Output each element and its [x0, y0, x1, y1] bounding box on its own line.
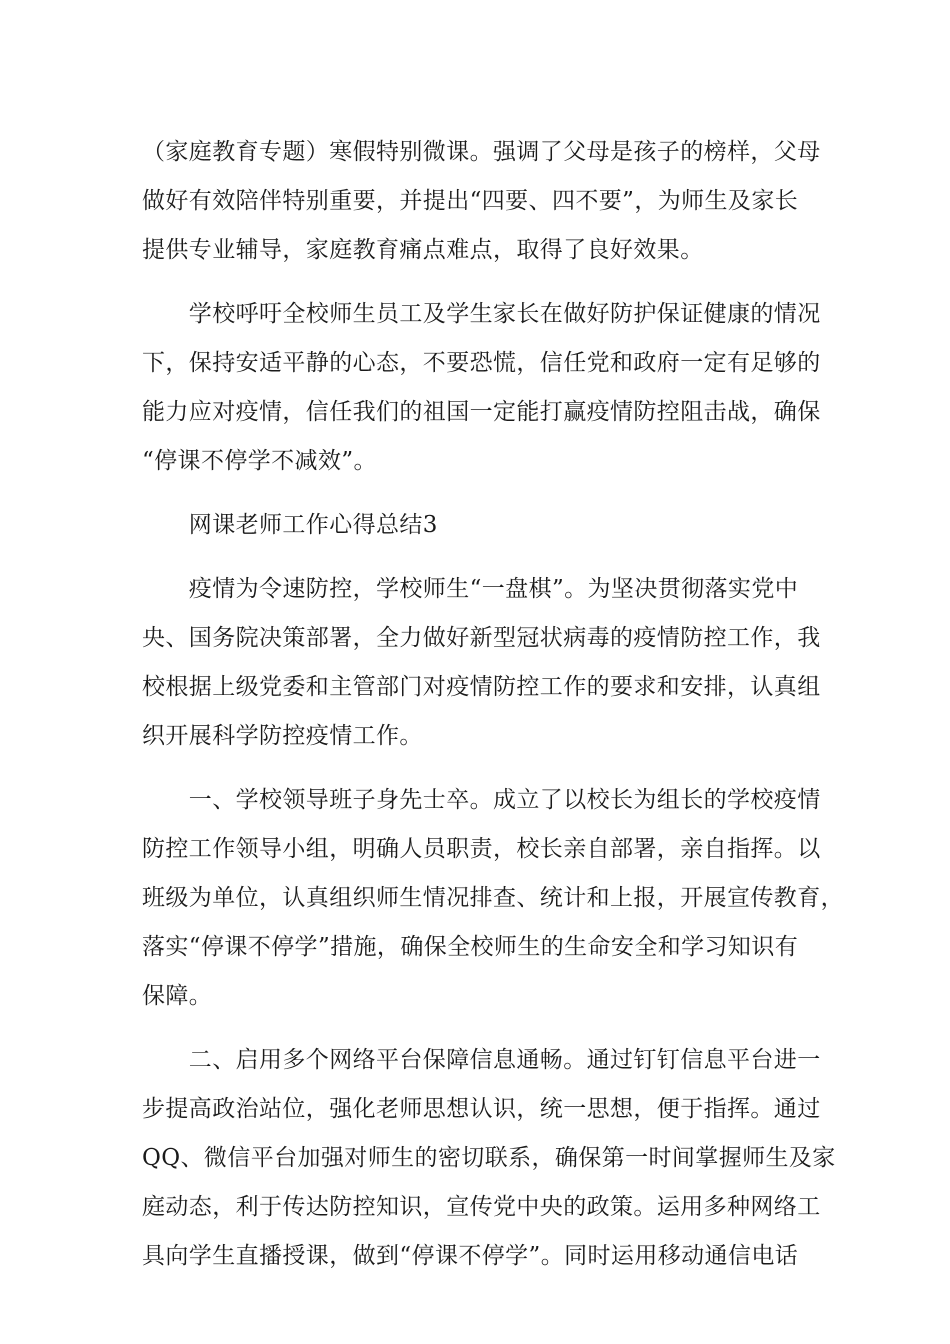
- paragraph-3: [142, 565, 821, 761]
- text-line: 下，保持安适平静的心态，不要恐慌，信任党和政府一定有足够的: [142, 350, 821, 376]
- text-line: 提供专业辅导，家庭教育痛点难点，取得了良好效果。: [142, 237, 704, 263]
- document-body: [142, 128, 844, 1281]
- text-line: 央、国务院决策部署，全力做好新型冠状病毒的疫情防控工作，我: [142, 625, 821, 651]
- paragraph-gap: [142, 761, 807, 776]
- text-line: 一、学校领导班子身先士卒。成立了以校长为组长的学校疫情: [142, 787, 821, 813]
- paragraph-gap: [142, 550, 807, 565]
- text-line: 落实“停课不停学”措施，确保全校师生的生命安全和学习知识有: [142, 934, 799, 960]
- paragraph-5: [142, 1036, 836, 1281]
- section-heading: [142, 501, 807, 550]
- text-line: 学校呼吁全校师生员工及学生家长在做好防护保证健康的情况: [142, 301, 821, 327]
- text-line: “停课不停学不减效”。: [142, 448, 377, 474]
- paragraph-4: [142, 776, 844, 1021]
- text-line: 织开展科学防控疫情工作。: [142, 723, 423, 749]
- text-line: 二、启用多个网络平台保障信息通畅。通过钉钉信息平台进一: [142, 1047, 821, 1073]
- paragraph-gap: [142, 275, 807, 290]
- paragraph-2: [142, 290, 821, 486]
- heading-line: 网课老师工作心得总结3: [142, 512, 438, 538]
- text-line: 能力应对疫情，信任我们的祖国一定能打赢疫情防控阻击战，确保: [142, 399, 821, 425]
- text-line: （家庭教育专题）寒假特别微课。强调了父母是孩子的榜样，父母: [142, 139, 821, 165]
- text-line: 校根据上级党委和主管部门对疫情防控工作的要求和安排，认真组: [142, 674, 821, 700]
- text-line: 疫情为令速防控，学校师生“一盘棋”。为坚决贯彻落实党中: [142, 576, 799, 602]
- paragraph-gap: [142, 486, 807, 501]
- text-line: 保障。: [142, 983, 213, 1009]
- text-line: QQ、微信平台加强对师生的密切联系，确保第一时间掌握师生及家: [142, 1145, 836, 1171]
- text-line: 具向学生直播授课，做到“停课不停学”。同时运用移动通信电话: [142, 1243, 799, 1269]
- text-line: 做好有效陪伴特别重要，并提出“四要、四不要”，为师生及家长: [142, 188, 799, 214]
- text-line: 防控工作领导小组，明确人员职责，校长亲自部署，亲自指挥。以: [142, 836, 821, 862]
- text-line: 庭动态，利于传达防控知识，宣传党中央的政策。运用多种网络工: [142, 1194, 821, 1220]
- text-line: 步提高政治站位，强化老师思想认识，统一思想，便于指挥。通过: [142, 1096, 821, 1122]
- paragraph-gap: [142, 1021, 807, 1036]
- text-line: 班级为单位，认真组织师生情况排查、统计和上报，开展宣传教育，: [142, 885, 844, 911]
- paragraph-1: [142, 128, 821, 275]
